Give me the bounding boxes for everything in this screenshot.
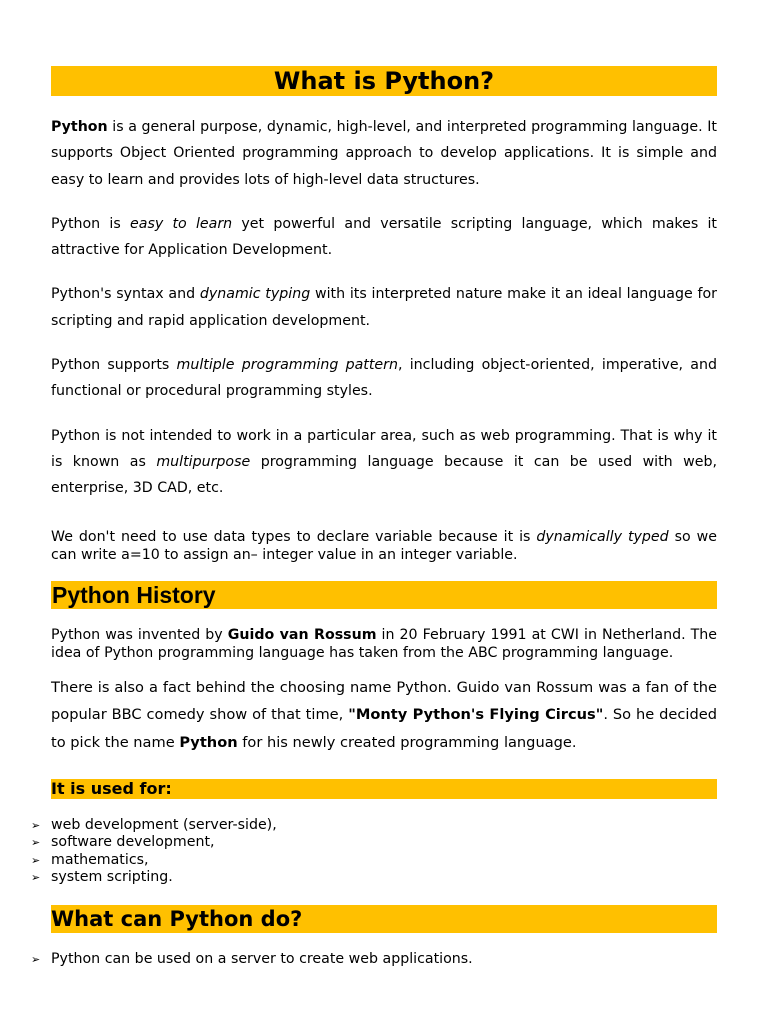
intro-emphasis-4: multiple programming pattern bbox=[176, 357, 398, 374]
intro-text-4b: , including object-oriented, imperative, and functional or procedural programming styles. bbox=[51, 357, 717, 400]
intro-text-2a: Python is bbox=[51, 215, 131, 232]
list-item bbox=[27, 852, 717, 869]
list-item-text: software development, bbox=[51, 834, 215, 851]
history-text-2c: for his newly created programming language. bbox=[237, 733, 577, 751]
history-text-2a: There is also a fact behind the choosing name Python. Guido van Rossum was a fan of the popular BBC comedy show of that time, bbox=[51, 678, 717, 724]
list-item-text: system scripting. bbox=[51, 868, 173, 885]
history-text-2b: . So he decided to pick the name bbox=[51, 706, 717, 751]
intro-paragraph-3 bbox=[51, 281, 717, 334]
history-text-1b: in 20 February 1991 at CWI in Netherland. The idea of Python programming language has taken from the ABC programming language. bbox=[51, 626, 717, 661]
intro-text-3a: Python's syntax and bbox=[51, 286, 200, 303]
intro-text-5b: programming language because it can be used with web, enterprise, 3D CAD, etc. bbox=[51, 453, 717, 497]
intro-paragraph-5 bbox=[51, 423, 717, 502]
intro-paragraph-2 bbox=[51, 211, 717, 264]
list-item bbox=[27, 817, 717, 834]
history-paragraph-1 bbox=[51, 626, 717, 662]
list-item bbox=[27, 951, 717, 968]
list-item bbox=[27, 834, 717, 851]
intro-emphasis-3: dynamic typing bbox=[199, 286, 311, 303]
can-do-list bbox=[27, 951, 717, 968]
used-for-heading: It is used for: bbox=[51, 779, 717, 799]
arrow-bullet-icon: ➢ bbox=[31, 819, 41, 833]
intro-emphasis-2: easy to learn bbox=[130, 215, 233, 232]
python-name-bold: Python bbox=[179, 733, 238, 751]
can-do-heading: What can Python do? bbox=[51, 905, 717, 933]
intro-text-5a: Python is not intended to work in a particular area, such as web programming. That is why it is known as bbox=[51, 427, 717, 470]
arrow-bullet-icon: ➢ bbox=[31, 853, 41, 867]
monty-python-bold: "Monty Python's Flying Circus" bbox=[348, 706, 604, 724]
list-item-text: web development (server-side), bbox=[51, 817, 277, 834]
used-for-list bbox=[27, 817, 717, 886]
intro-paragraph-1 bbox=[51, 114, 717, 193]
intro-text-4a: Python supports bbox=[51, 357, 177, 374]
intro-text-3b: with its interpreted nature make it an ideal language for scripting and rapid application development. bbox=[51, 286, 717, 329]
page-title: What is Python? bbox=[51, 66, 717, 96]
intro-emphasis-6: dynamically typed bbox=[536, 528, 669, 545]
intro-paragraph-4 bbox=[51, 352, 717, 405]
history-heading: Python History bbox=[51, 581, 717, 609]
document-page bbox=[31, 66, 717, 969]
history-text-1a: Python was invented by bbox=[51, 626, 228, 643]
intro-emphasis-5: multipurpose bbox=[156, 453, 251, 470]
history-paragraph-2 bbox=[51, 674, 717, 757]
intro-paragraph-6 bbox=[51, 528, 717, 564]
list-item bbox=[27, 869, 717, 886]
intro-text-2b: yet powerful and versatile scripting language, which makes it attractive for Application Development. bbox=[51, 215, 717, 259]
list-item-text: mathematics, bbox=[51, 851, 149, 868]
guido-bold: Guido van Rossum bbox=[227, 626, 377, 643]
intro-text-6a: We don't need to use data types to declare variable because it is bbox=[51, 528, 537, 545]
list-item-text: Python can be used on a server to create web applications. bbox=[51, 951, 473, 968]
arrow-bullet-icon: ➢ bbox=[31, 870, 41, 884]
intro-text-1: is a general purpose, dynamic, high-level, and interpreted programming language. It supports Object Oriented programming approach to develop applications. It is simple and easy to learn and provides lots of high-level data structures. bbox=[51, 119, 717, 188]
intro-text-6b: so we can write a=10 to assign an– integer value in an integer variable. bbox=[51, 528, 717, 563]
python-bold: Python bbox=[51, 119, 108, 135]
arrow-bullet-icon: ➢ bbox=[31, 836, 41, 850]
arrow-bullet-icon: ➢ bbox=[31, 953, 41, 967]
